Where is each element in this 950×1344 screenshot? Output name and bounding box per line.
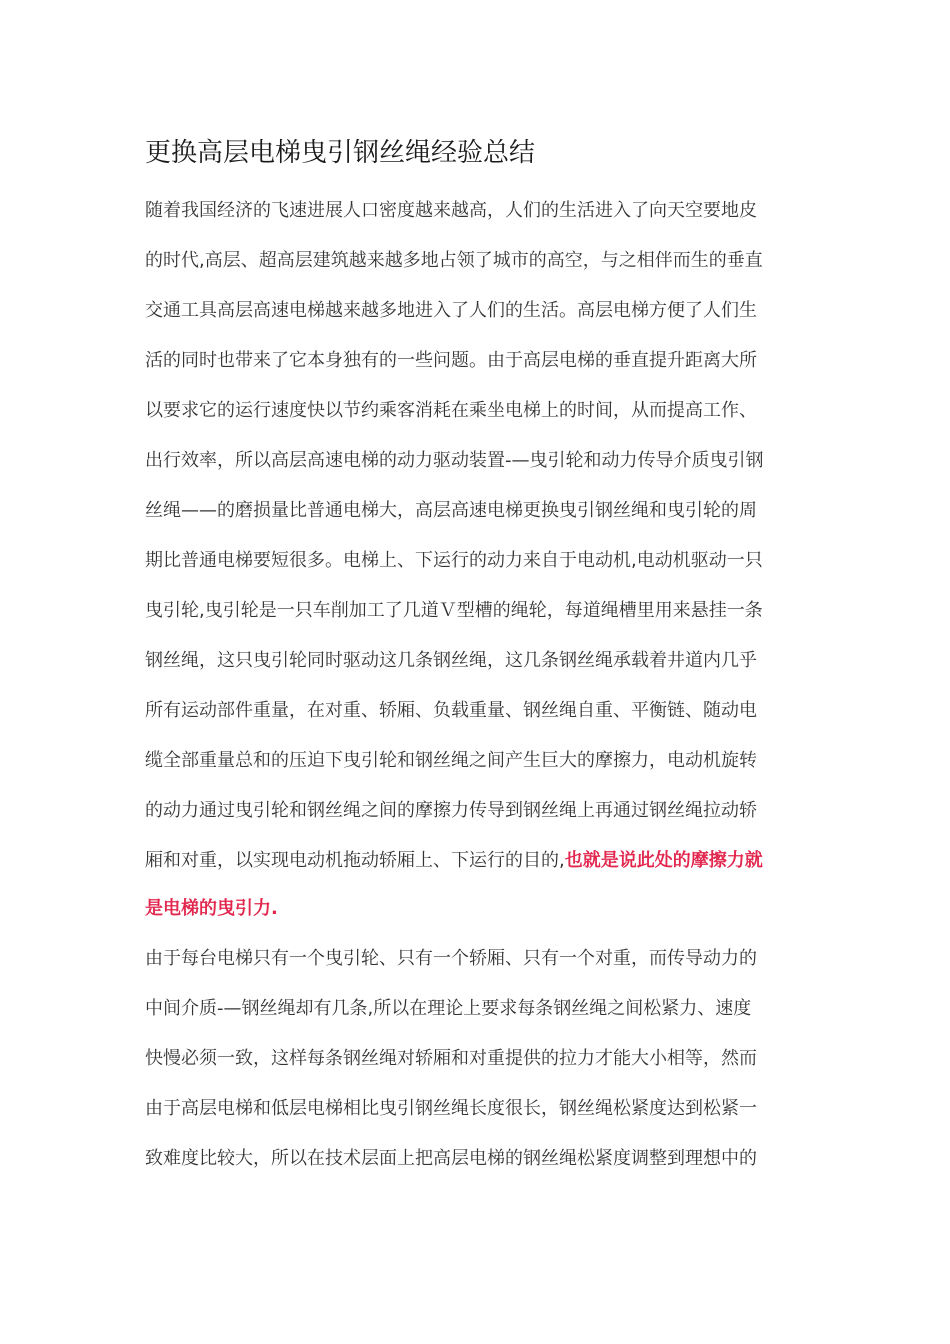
paragraph-line: 致难度比较大，所以在技术层面上把高层电梯的钢丝绳松紧度调整到理想中的: [145, 1148, 757, 1169]
paragraph-line: 由于每台电梯只有一个曳引轮、只有一个轿厢、只有一个对重，而传导动力的: [145, 948, 757, 969]
paragraph-line: 丝绳——的磨损量比普通电梯大，高层高速电梯更换曳引钢丝绳和曳引轮的周: [145, 500, 757, 521]
highlighted-text: 也就是说此处的摩擦力就: [564, 850, 763, 871]
document-title: 更换高层电梯曳引钢丝绳经验总结: [145, 138, 536, 168]
paragraph-line: 由于高层电梯和低层电梯相比曳引钢丝绳长度很长，钢丝绳松紧度达到松紧一: [145, 1098, 757, 1119]
paragraph-line: 随着我国经济的飞速进展人口密度越来越高，人们的生活进入了向天空要地皮: [145, 200, 757, 221]
paragraph-line: 钢丝绳，这只曳引轮同时驱动这几条钢丝绳，这几条钢丝绳承载着井道内几乎: [145, 650, 757, 671]
paragraph-line: 曳引轮,曳引轮是一只车削加工了几道Ｖ型槽的绳轮，每道绳槽里用来悬挂一条: [145, 600, 763, 621]
paragraph-line: 中间介质-—钢丝绳却有几条,所以在理论上要求每条钢丝绳之间松紧力、速度: [145, 998, 752, 1019]
paragraph-line: 的动力通过曳引轮和钢丝绳之间的摩擦力传导到钢丝绳上再通过钢丝绳拉动轿: [145, 800, 757, 821]
paragraph-line: 的时代,高层、超高层建筑越来越多地占领了城市的高空，与之相伴而生的垂直: [145, 250, 763, 271]
paragraph-line-mixed: [145, 846, 763, 872]
paragraph-line: 以要求它的运行速度快以节约乘客消耗在乘坐电梯上的时间，从而提高工作、: [145, 400, 757, 421]
paragraph-line: 所有运动部件重量，在对重、轿厢、负载重量、钢丝绳自重、平衡链、随动电: [145, 700, 757, 721]
paragraph-line: 期比普通电梯要短很多。电梯上、下运行的动力来自于电动机,电动机驱动一只: [145, 550, 763, 571]
highlighted-text: 是电梯的曳引力.: [145, 898, 278, 919]
paragraph-line: 活的同时也带来了它本身独有的一些问题。由于高层电梯的垂直提升距离大所: [145, 350, 757, 371]
paragraph-line: 交通工具高层高速电梯越来越多地进入了人们的生活。高层电梯方便了人们生: [145, 300, 757, 321]
paragraph-line: 缆全部重量总和的压迫下曳引轮和钢丝绳之间产生巨大的摩擦力，电动机旋转: [145, 750, 757, 771]
paragraph-line-highlight: [145, 894, 278, 920]
paragraph-line: 快慢必须一致，这样每条钢丝绳对轿厢和对重提供的拉力才能大小相等，然而: [145, 1048, 757, 1069]
paragraph-line: 出行效率，所以高层高速电梯的动力驱动装置-—曳引轮和动力传导介质曳引钢: [145, 450, 764, 471]
paragraph-text: 厢和对重，以实现电动机拖动轿厢上、下运行的目的,: [145, 850, 565, 871]
